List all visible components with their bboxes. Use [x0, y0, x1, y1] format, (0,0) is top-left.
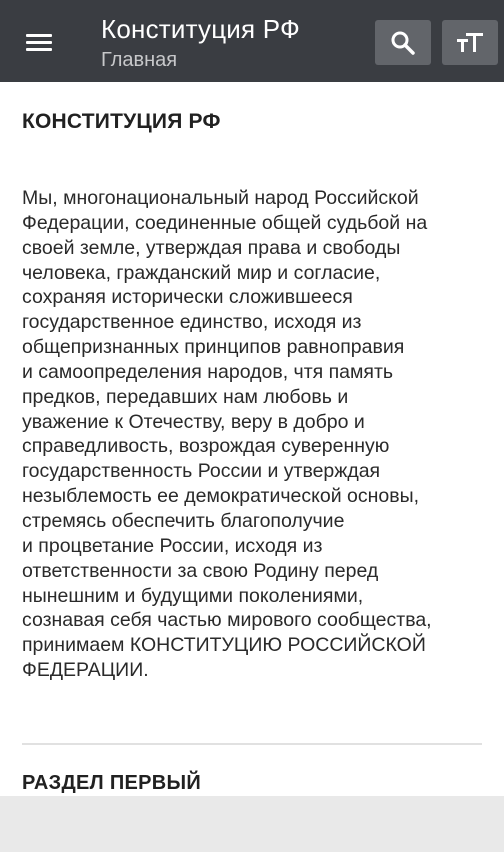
preamble-line: Федерации, соединенные общей судьбой на [22, 211, 428, 234]
bottom-panel [0, 796, 504, 852]
preamble-line: нынешним и будущими поколениями, [22, 584, 364, 607]
preamble-line: своей земле, утверждая права и свободы [22, 236, 401, 259]
preamble-line: Мы, многонациональный народ Российской [22, 187, 419, 209]
search-icon [389, 29, 417, 57]
preamble-line: сознавая себя частью мирового сообщества, [22, 609, 432, 632]
preamble-line: государственность России и утверждая [22, 460, 381, 483]
title-block [101, 13, 300, 72]
preamble-line: стремясь обеспечить благополучие [22, 509, 345, 532]
text-size-icon [456, 29, 486, 57]
text-size-button[interactable] [442, 20, 498, 65]
preamble-line: уважение к Отечеству, веру в добро и [22, 410, 365, 433]
app-bar [0, 0, 504, 82]
menu-button[interactable] [20, 26, 58, 58]
next-section-heading: РАЗДЕЛ ПЕРВЫЙ [22, 772, 202, 794]
preamble-line: государственное единство, исходя из [22, 311, 362, 334]
preamble-line: предков, передавших нам любовь и [22, 385, 349, 408]
preamble-line: и самоопределения народов, чтя память [22, 360, 394, 383]
preamble-line: общепризнанных принципов равноправия [22, 336, 405, 359]
preamble-line: и процветание России, исходя из [22, 534, 323, 557]
search-button[interactable] [375, 20, 431, 65]
preamble-line: справедливость, возрождая суверенную [22, 435, 390, 458]
preamble-line: ответственности за свою Родину перед [22, 559, 379, 582]
preamble-line: человека, гражданский мир и согласие, [22, 261, 381, 284]
preamble-line: сохраняя исторически сложившееся [22, 286, 353, 309]
document-content[interactable] [0, 82, 504, 796]
app-title: Конституция РФ [101, 14, 300, 44]
document-heading: КОНСТИТУЦИЯ РФ [22, 110, 221, 133]
preamble-line: принимаем КОНСТИТУЦИЮ РОССИЙСКОЙ [22, 634, 426, 657]
section-divider [22, 743, 482, 745]
preamble-line: ФЕДЕРАЦИИ. [22, 659, 149, 682]
app-subtitle: Главная [101, 49, 178, 71]
preamble-line: незыблемость ее демократической основы, [22, 485, 420, 508]
preamble-text [22, 186, 484, 683]
